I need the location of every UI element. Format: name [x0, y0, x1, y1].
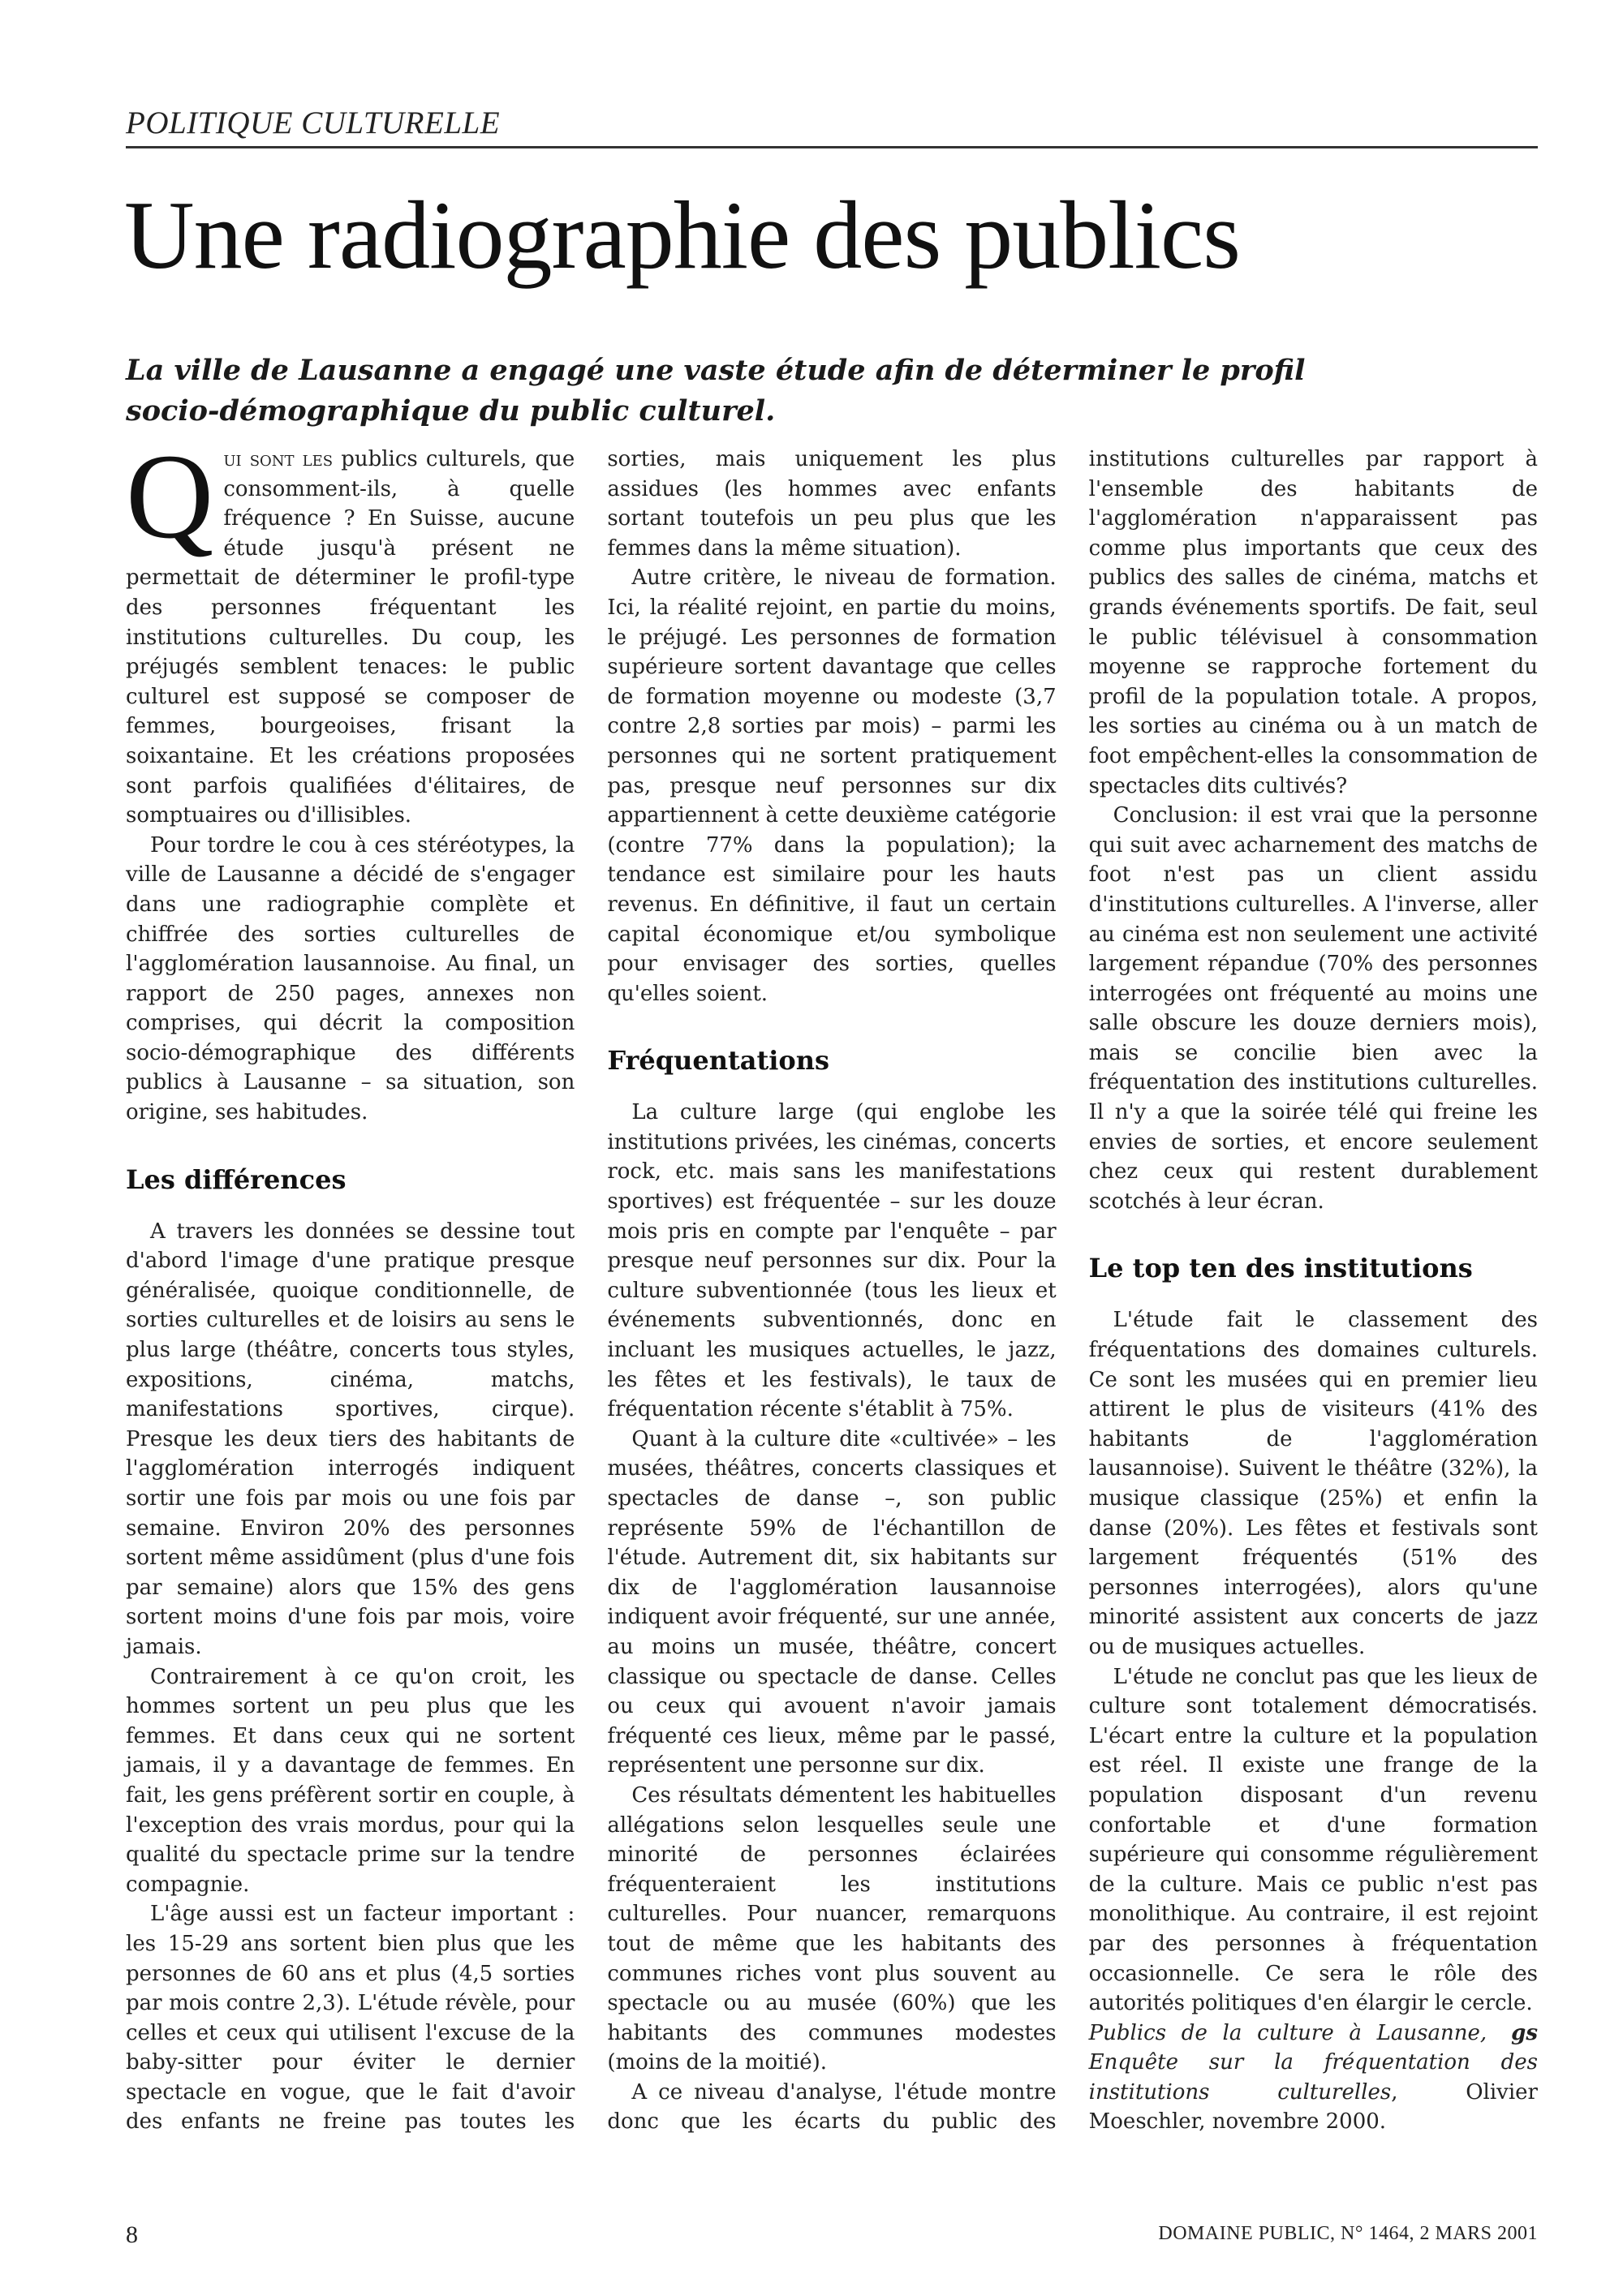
paragraph: La culture large (qui englobe les institutions privées, les cinémas, concerts rock, etc. mais sans les manifestations sportives) est fréquentée – sur les douze mois pris en compte par l'enquête – par presque neuf personnes sur dix. Pour la culture subventionnée (tous les lieux et événements subventionnés, donc en incluant les musiques actuelles, le jazz, les fêtes et les festivals), le taux de fréquentation récente s'établit à 75%. — [607, 1100, 1057, 1422]
paragraph: Autre critère, le niveau de formation. Ici, la réalité rejoint, en partie du moins, le préjugé. Les personnes de formation supérieure sortent davantage que celles de formation moyenne ou modeste (3,7 contre 2,8 sorties par mois) – parmi les personnes qui ne sortent pratiquement pas, presque neuf personnes sur dix appartiennent à cette deuxième catégorie (contre 77% dans la population); la tendance est similaire pour les hauts revenus. En définitive, il faut un certain capital économique et/ou symbolique pour envisager des sorties, quelles qu'elles soient. — [607, 565, 1057, 1006]
heading-top-ten: Le top ten des institutions — [1088, 1253, 1473, 1284]
paragraph: Quant à la culture dite «cultivée» – les musées, théâtres, concerts classiques et spectacles de danse –, son public représente 59% de l'échantillon de l'étude. Autrement dit, six habitants sur dix de l'agglomération lausannoise indiquent avoir fréquenté, sur une année, au moins un musée, théâtre, concert classique ou spectacle de danse. Celles ou ceux qui avouent n'avoir jamais fréquenté ces lieux, même par le passé, représentent une personne sur dix. — [607, 1426, 1057, 1778]
paragraph: Contrairement à ce qu'on croit, les hommes sortent un peu plus que les femmes. Et dans ceux qui ne sortent jamais, il y a davantage de femmes. En fait, les gens préfèrent sortir en couple, à l'exception des vrais mordus, pour qui la qualité du spectacle prime sur la tendre compagnie. — [126, 1664, 575, 1897]
credit-rest: , Olivier Moeschler, novembre 2000. — [1088, 2079, 1538, 2135]
paragraph: A travers les données se dessine tout d'abord l'image d'une pratique presque généralisée, quoique conditionnelle, de sorties culturelles et de loisirs au sens le plus large (théâtre, concerts tous styles, expositions, cinéma, matchs, manifestations sportives, cirque). Presque les deux tiers des habitants de l'agglomération interrogés indiquent sortir une fois par mois ou une fois par semaine. Environ 20% des personnes sortent même assidûment (plus d'une fois par semaine) alors que 15% des gens sortent moins d'une fois par mois, voire jamais. — [126, 1219, 575, 1659]
article-lead: La ville de Lausanne a engagé une vaste étude afin de déterminer le profil socio-démographique du public culturel. — [126, 354, 1306, 428]
paragraph: A ce niveau d'analyse, l'étude montre donc que les écarts du public des institutions culturelles par rapport à l'ensemble des habitants de l'agglomération n'apparaissent pas comme plus importants que ceux des publics des salles de cinéma, matchs et grands événements sportifs. De fait, seul le public télévisuel à consommation moyenne se rapproche fortement du profil de la population totale. A propos, les sorties au cinéma ou à un match de foot empêchent-elles la consommation de spectacles dits cultivés? — [607, 447, 1538, 2135]
paragraph-with-signature — [1088, 1662, 1538, 2045]
publication-imprint: DOMAINE PUBLIC, N° 1464, 2 MARS 2001 — [1158, 2223, 1538, 2244]
source-credit — [1089, 2019, 1538, 2137]
intro-smallcaps: ui sont les — [223, 447, 334, 471]
paragraph-text: L'étude ne conclut pas que les lieux de culture sont totalement démocratisés. L'écart entre la culture et la population est réel. Il existe une frange de la population disposant d'un revenu confortable et d'une formation supérieure qui consomme régulièrement de la culture. Mais ce public n'est pas monolithique. Au contraire, il est rejoint par des personnes à fréquentation occasionnelle. Ce sera le rôle des autorités politiques d'en élargir le cercle. — [1088, 1664, 1538, 2016]
author-signature: gs — [1511, 2020, 1538, 2045]
article-title: Une radiographie des publics — [124, 181, 1240, 289]
drop-cap: Q — [126, 429, 214, 564]
credit-title: Publics de la culture à Lausanne, Enquête sur la fréquentation des institutions culturelles — [1088, 2020, 1538, 2105]
heading-les-differences: Les différences — [126, 1163, 347, 1195]
intro-text: publics culturels, que consomment-ils, à quelle fréquence ? En Suisse, aucune étude jusqu'à présent ne permettait de déterminer le profil-type des personnes fréquentant les institutions culturelles. Du coup, les préjugés semblent tenaces: le public culturel est supposé se composer de femmes, bourgeoises, frisant la soixantaine. Et les créations proposées sont parfois qualifiées d'élitaires, de somptuaires ou d'illisibles. — [126, 447, 575, 828]
paragraph: Conclusion: il est vrai que la personne qui suit avec acharnement des matchs de foot n'est pas un client assidu d'institutions culturelles. A l'inverse, aller au cinéma est non seulement une activité largement répandue (70% des personnes interrogées ont fréquenté au moins une salle obscure les douze derniers mois), mais se concilie bien avec la fréquentation des institutions culturelles. Il n'y a que la soirée télé qui freine les envies de sorties, et encore seulement chez ceux qui restent durablement scotchés à leur écran. — [1088, 803, 1538, 1214]
article-body — [126, 429, 1538, 2165]
page-number: 8 — [126, 2221, 138, 2248]
heading-frequentations: Fréquentations — [607, 1045, 830, 1077]
paragraph: Ces résultats démentent les habituelles allégations selon lesquelles seule une minorité de personnes éclairées fréquenteraient les institutions culturelles. Pour nuancer, remarquons tout de même que les habitants des communes riches vont plus souvent au spectacle ou au musée (60%) que les habitants des communes modestes (moins de la moitié). — [607, 1782, 1057, 2075]
intro-paragraph-1 — [126, 429, 575, 831]
section-rubric: POLITIQUE CULTURELLE — [126, 104, 1538, 148]
intro-paragraph-2: Pour tordre le cou à ces stéréotypes, la ville de Lausanne a décidé de s'engager dans une radiographie complète et chiffrée des sorties culturelles de l'agglomération lausannoise. Au final, un rapport de 250 pages, annexes non comprises, qui décrit la composition socio-démographique des différents publics à Lausanne – sa situation, son origine, ses habitudes. — [126, 832, 575, 1125]
paragraph: L'étude fait le classement des fréquentations des domaines culturels. Ce sont les musées qui en premier lieu attirent le plus de visiteurs (41% des habitants de l'agglomération lausannoise). Suivent le théâtre (32%), la musique classique (25%) et enfin la danse (20%). Les fêtes et festivals sont largement fréquentés (51% des personnes interrogées), alors qu'une minorité assistent aux concerts de jazz ou de musiques actuelles. — [1088, 1308, 1538, 1659]
paragraph: L'âge aussi est un facteur important : les 15-29 ans sortent bien plus que les personnes de 60 ans et plus (4,5 sorties par mois contre 2,3). L'étude révèle, pour celles et ceux qui utilisent l'excuse de la baby-sitter pour éviter le dernier spectacle en vogue, que le fait d'avoir des enfants ne freine pas toutes les sorties, mais uniquement les plus assidues (les hommes avec enfants sortant toutefois un peu plus que les femmes dans la même situation). — [126, 447, 1057, 2135]
